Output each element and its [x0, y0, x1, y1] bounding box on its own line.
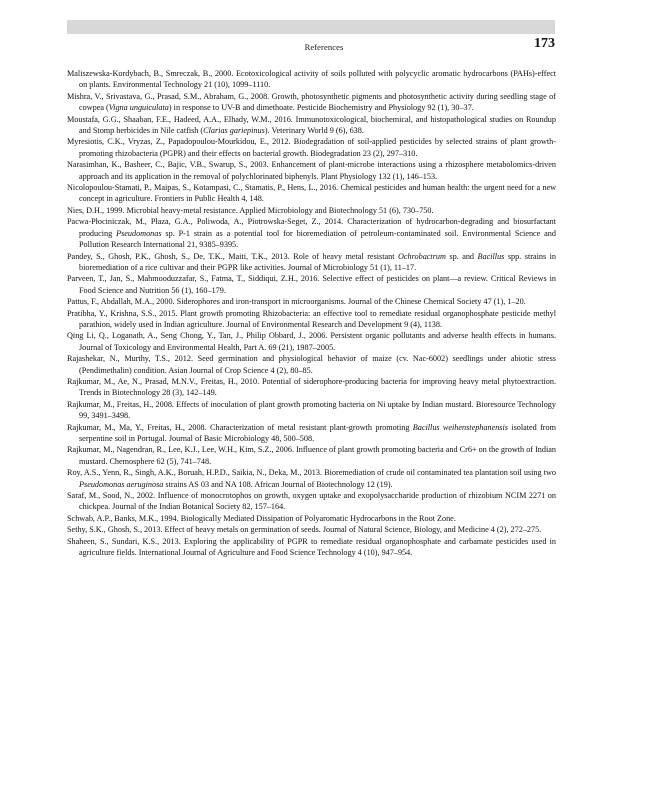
reference-item: Mishra, V., Srivastava, G., Prasad, S.M., Abraham, G., 2008. Growth, photosynthetic pigments and photosynthetic activity during seedling stage of cowpea (Vigna unguiculata) in response to UV-B and dimethoate. Pesticide Biochemistry and Physiology 92 (1), 30–37.	[67, 91, 556, 113]
reference-item: Rajkumar, M., Freitas, H., 2008. Effects of inoculation of plant growth promoting bacteria on Ni uptake by Indian mustard. Bioresource Technology 99, 3491–3498.	[67, 399, 556, 421]
running-header: References	[304, 42, 344, 52]
reference-item: Narasimhan, K., Basheer, C., Bajic, V.B., Swarup, S., 2003. Enhancement of plant-microbe interactions using a rhizosphere metabolomics-driven approach and its application in the removal of polychlorinated biphenyls. Plant Physiology 132 (1), 146–153.	[67, 160, 556, 181]
reference-item: Myresiotis, C.K., Vryzas, Z., Papadopoulou-Mourkidou, E., 2012. Biodegradation of soil-applied pesticides by selected strains of plant growth-promoting rhizobacteria (PGPR) and their effects on bacterial growth. Biodegradation 23 (2), 297–310.	[67, 137, 556, 158]
header-bar	[67, 20, 555, 34]
reference-item: Roy, A.S., Yenn, R., Singh, A.K., Boruah, H.P.D., Saikia, N., Deka, M., 2013. Bioremediation of crude oil contaminated tea plantation soil using two Pseudomonas aeruginosa strains AS 03 and NA 108. African Journal of Biotechnology 12 (19).	[67, 468, 556, 489]
reference-item: Pattus, F., Abdallah, M.A., 2000. Siderophores and iron-transport in microorganisms. Journal of the Chinese Chemical Society 47 (1), 1–20.	[67, 297, 526, 307]
reference-item: Rajkumar, M., Ma, Y., Freitas, H., 2008. Characterization of metal resistant plant-growth promoting Bacillus weihenstephanensis isolated from serpentine soil in Portugal. Journal of Basic Microbiology 48, 500–508.	[67, 422, 556, 443]
page-number: 173	[534, 36, 555, 51]
reference-item: Pratibha, Y., Krishna, S.S., 2015. Plant growth promoting Rhizobacteria: an effective tool to remediate residual organophosphate pesticide methyl parathion, widely used in Indian agriculture. Journal of Environmental Research and Development 9 (4), 1138.	[67, 308, 556, 329]
reference-item: Nies, D.H., 1999. Microbial heavy-metal resistance. Applied Microbiology and Biotechnology 51 (6), 730–750.	[67, 205, 434, 215]
reference-item: Qing Li, Q., Loganath, A., Seng Chong, Y., Tan, J., Philip Obbard, J., 2006. Persistent organic pollutants and adverse health effects in humans. Journal of Toxicology and Environmental Health, Part A. 69 (21), 1987–2005.	[67, 331, 556, 352]
reference-item: Maliszewska-Kordybach, B., Smreczak, B., 2000. Ecotoxicological activity of soils polluted with polycyclic aromatic hydrocarbons (PAHs)-effect on plants. Environmental Technology 21 (10), 1099–1110.	[67, 69, 556, 90]
reference-item: Nicolopoulou-Stamati, P., Maipas, S., Kotampasi, C., Stamatis, P., Hens, L., 2016. Chemical pesticides and human health: the urgent need for a new concept in agriculture. Frontiers in Public Health 4, 148.	[67, 183, 556, 204]
reference-item: Rajkumar, M., Ae, N., Prasad, M.N.V., Freitas, H., 2010. Potential of siderophore-producing bacteria for improving heavy metal phytoextraction. Trends in Biotechnology 28 (3), 142–149.	[67, 376, 556, 398]
reference-item: Shaheen, S., Sundari, K.S., 2013. Exploring the applicability of PGPR to remediate residual organophosphate and carbamate pesticides used in agriculture fields. International Journal of Agriculture and Food Science Technology 4 (10), 947–954.	[67, 536, 556, 558]
reference-item: Saraf, M., Sood, N., 2002. Influence of monocrotophos on growth, oxygen uptake and exopolysaccharide production of rhizobium NCIM 2271 on chickpea. Journal of the Indian Botanical Society 82, 157–164.	[67, 491, 556, 512]
reference-item: Schwab, A.P., Banks, M.K., 1994. Biologically Mediated Dissipation of Polyaromatic Hydrocarbons in the Root Zone.	[67, 513, 456, 523]
reference-item: Moustafa, G.G., Shaaban, F.E., Hadeed, A.A., Elhady, W.M., 2016. Immunotoxicological, biochemical, and histopathological studies on Roundup and Stomp herbicides in Nile catfish (Clarias gariepinus). Veterinary World 9 (6), 638.	[67, 114, 556, 136]
reference-item: Rajashekar, N., Murthy, T.S., 2012. Seed germination and physiological behavior of maize (cv. Nac-6002) seedlings under abiotic stress (Pendimethalin) condition. Asian Journal of Crop Science 4 (2), 80–85.	[67, 354, 556, 375]
reference-list	[67, 68, 556, 558]
reference-item: Rajkumar, M., Nagendran, R., Lee, K.J., Lee, W.H., Kim, S.Z., 2006. Influence of plant growth promoting bacteria and Cr6+ on the growth of Indian mustard. Chemosphere 62 (5), 741–748.	[67, 445, 556, 466]
reference-item: Parveen, T., Jan, S., Mahmooduzzafar, S., Fatma, T., Siddiqui, Z.H., 2016. Selective effect of pesticides on plant—a review. Critical Reviews in Food Science and Nutrition 56 (1), 160–179.	[67, 274, 556, 295]
reference-item: Pacwa-Płociniczak, M., Płaza, G.A., Poliwoda, A., Piotrowska-Seget, Z., 2014. Characterization of hydrocarbon-degrading and biosurfactant producing Pseudomonas sp. P-1 strain as a potential tool for bioremediation of petroleum-contaminated soil. Environmental Science and Pollution Research International 21, 9385–9395.	[67, 217, 556, 250]
reference-item: Sethy, S.K., Ghosh, S., 2013. Effect of heavy metals on germination of seeds. Journal of Natural Science, Biology, and Medicine 4 (2), 272–275.	[67, 525, 542, 535]
reference-item: Pandey, S., Ghosh, P.K., Ghosh, S., De, T.K., Maiti, T.K., 2013. Role of heavy metal resistant Ochrobactrum sp. and Bacillus spp. strains in bioremediation of a rice cultivar and their PGPR like activities. Journal of Microbiology 51 (1), 11–17.	[67, 251, 556, 272]
